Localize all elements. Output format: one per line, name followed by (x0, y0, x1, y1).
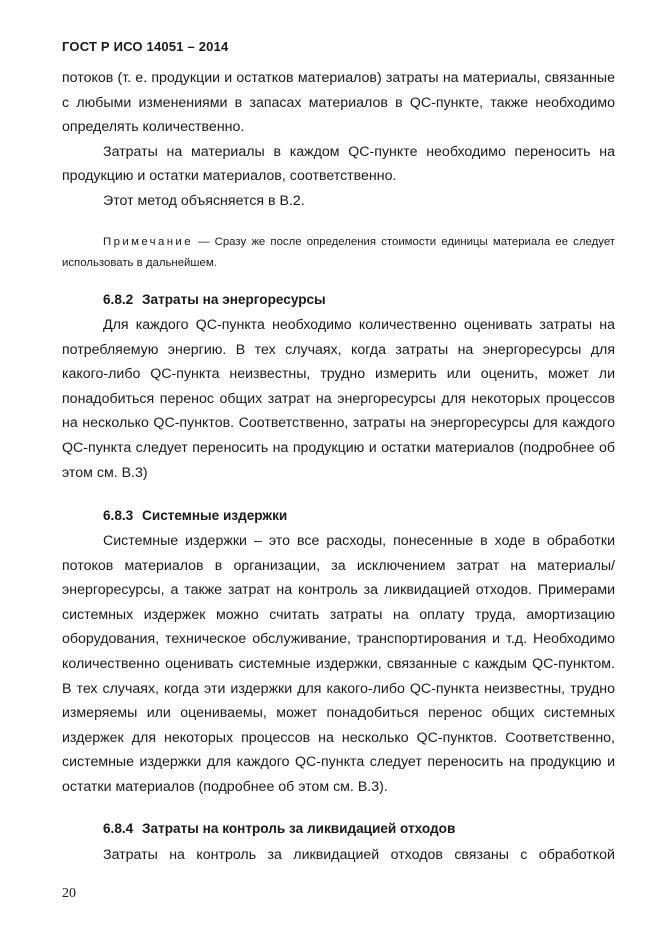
note-label: Примечание (103, 236, 193, 248)
section-heading-6-8-2 (103, 292, 326, 307)
section-paragraph: Для каждого QC-пункта необходимо количественно оценивать затраты на потребляемую энергию. В тех случаях, когда затраты на энергоресурсы для какого-либо QC-пункта неизвестны, трудно измерить или оценить, может ли понадобиться перенос общих затрат на энергоресурсы для некоторых процессов на несколько QC-пунктов. Соответственно, затраты на энергоресурсы для каждого QC-пункта следует переносить на продукцию и остатки материалов (подробнее об этом см. В.3) (62, 317, 615, 481)
note (62, 232, 615, 274)
note-text: — Сразу же после определения стоимости единицы материала ее следует использовать в дальнейшем. (62, 236, 615, 269)
section-number: 6.8.4 (103, 821, 134, 836)
section-body-6-8-2 (62, 313, 615, 485)
intro-paragraph-1: потоков (т. е. продукции и остатков материалов) затраты на материалы, связанные с любыми изменениями в запасах материалов в QC-пункте, также необходимо определять количественно. (62, 70, 615, 136)
section-body-6-8-4 (62, 843, 615, 868)
intro-block (62, 66, 615, 214)
section-heading-6-8-3 (103, 508, 287, 523)
section-paragraph: Затраты на контроль за ликвидацией отходов связаны с обработкой (103, 847, 615, 863)
intro-paragraph-3: Этот метод объясняется в В.2. (103, 192, 305, 209)
section-title: Затраты на контроль за ликвидацией отходов (142, 821, 456, 836)
section-number: 6.8.3 (103, 508, 134, 523)
document-header: ГОСТ Р ИСО 14051 – 2014 (62, 39, 229, 54)
section-title: Системные издержки (142, 508, 288, 523)
intro-paragraph-2: Затраты на материалы в каждом QC-пункте необходимо переносить на продукцию и остатки материалов, соответственно. (62, 143, 615, 185)
page-number: 20 (62, 886, 76, 901)
section-number: 6.8.2 (103, 292, 134, 307)
section-paragraph: Системные издержки – это все расходы, понесенные в ходе в обработки потоков материалов в организации, за исключением затрат на материалы/энергоресурсы, а также затрат на контроль за ликвидацией отходов. Примерами системных издержек можно считать затраты на оплату труда, амортизацию оборудования, техническое обслуживание, транспортирования и т.д. Необходимо количественно оценивать системные издержки, связанные с каждым QC-пунктом. В тех случаях, когда эти издержки для какого-либо QC-пункта неизвестны, трудно измеряемы или оцениваемы, может понадобиться перенос общих системных издержек для некоторых процессов на несколько QC-пунктов. Соответственно, системные издержки для каждого QC-пункта следует переносить на продукцию и остатки материалов (подробнее об этом см. В.3). (62, 533, 615, 795)
section-title: Затраты на энергоресурсы (142, 292, 326, 307)
section-heading-6-8-4 (103, 821, 455, 836)
section-body-6-8-3 (62, 529, 615, 800)
